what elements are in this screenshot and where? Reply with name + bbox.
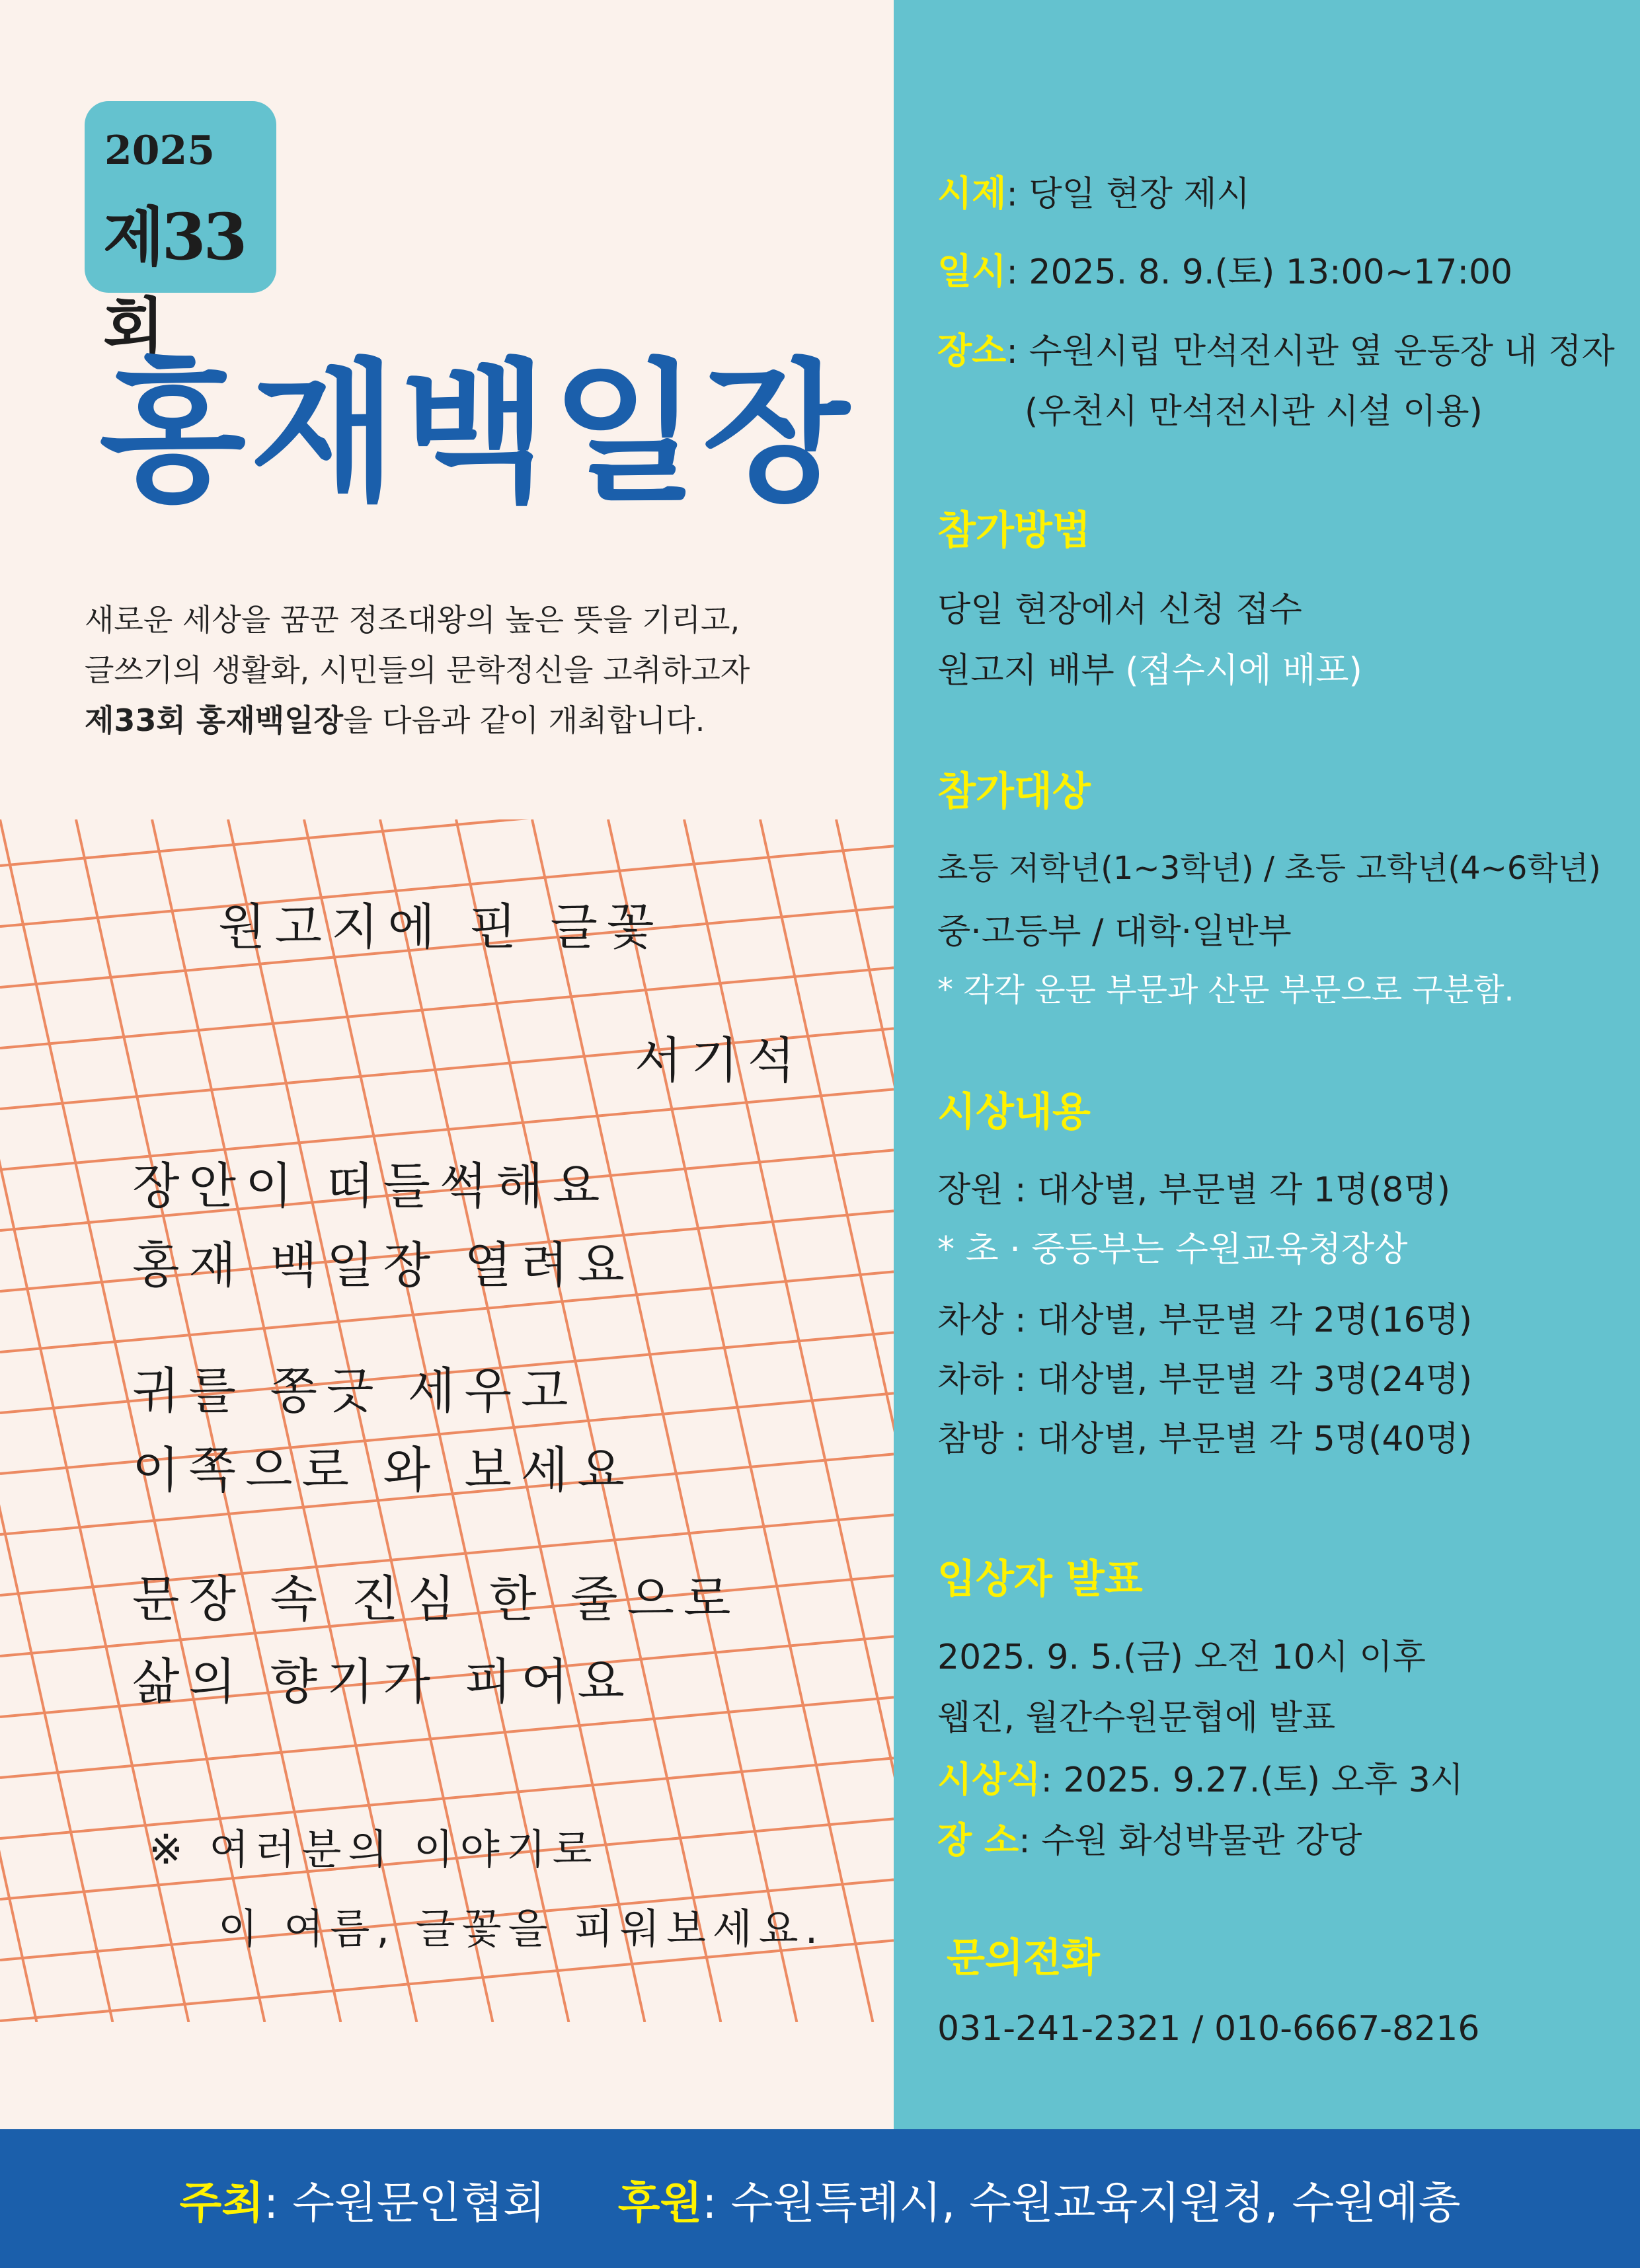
info-date-label: 일시 bbox=[937, 250, 1007, 292]
venue-label: 장 소 bbox=[937, 1819, 1019, 1861]
manuscript-paper bbox=[0, 819, 894, 2022]
eligibility-note: * 각각 운문 부문과 산문 부문으로 구분함. bbox=[937, 971, 1514, 1008]
sponsor-label: 후원 bbox=[617, 2177, 703, 2228]
announcement-heading: 입상자 발표 bbox=[937, 1556, 1143, 1603]
sponsor-names: : 수원특례시, 수원교육지원청, 수원예총 bbox=[702, 2177, 1461, 2228]
host-label: 주최 bbox=[179, 2177, 264, 2228]
award-first-note: * 초 · 중등부는 수원교육청장상 bbox=[937, 1230, 1408, 1269]
host-name: : 수원문인협회 bbox=[264, 2177, 545, 2228]
participation-line-2-note: (접수시에 배포) bbox=[1125, 651, 1362, 691]
award-first: 장원 : 대상별, 부문별 각 1명(8명) bbox=[937, 1170, 1450, 1210]
awards-heading: 시상내용 bbox=[937, 1089, 1091, 1135]
award-second: 차상 : 대상별, 부문별 각 2명(16명) bbox=[937, 1301, 1473, 1340]
venue-value: : 수원 화성박물관 강당 bbox=[1019, 1821, 1362, 1861]
participation-heading: 참가방법 bbox=[937, 508, 1091, 554]
grid-line-vertical bbox=[0, 819, 36, 2022]
award-fourth: 참방 : 대상별, 부문별 각 5명(40명) bbox=[937, 1419, 1473, 1459]
right-panel bbox=[894, 0, 1640, 2129]
footer-organizers bbox=[0, 2129, 1640, 2268]
poem-note-line1: ※ 여러분의 이야기로 bbox=[149, 1825, 599, 1873]
edition-year: 2025 bbox=[104, 128, 215, 174]
intro-line-3 bbox=[85, 695, 865, 745]
intro-event-name: 제33회 홍재백일장 bbox=[85, 702, 344, 738]
intro-text bbox=[85, 595, 865, 745]
info-place-sub: (우천시 만석전시관 시설 이용) bbox=[1025, 392, 1483, 432]
contact-heading: 문의전화 bbox=[947, 1935, 1100, 1981]
poem-stanza3-line1: 문장 속 진심 한 줄으로 bbox=[132, 1571, 740, 1628]
poem-stanza3-line2: 삶의 향기가 피어요 bbox=[132, 1653, 634, 1710]
intro-line-1: 새로운 세상을 꿈꾼 정조대왕의 높은 뜻을 기리고, bbox=[85, 602, 740, 638]
info-place-label: 장소 bbox=[937, 330, 1007, 371]
ceremony-label: 시상식 bbox=[937, 1758, 1041, 1800]
eligibility-line-2: 중·고등부 / 대학·일반부 bbox=[937, 912, 1292, 952]
grid-line-vertical bbox=[684, 819, 894, 2022]
poem-stanza2-line1: 귀를 쫑긋 세우고 bbox=[132, 1363, 578, 1419]
info-topic bbox=[937, 165, 1250, 216]
poem-stanza2-line2: 이쪽으로 와 보세요 bbox=[132, 1442, 634, 1499]
info-topic-label: 시제 bbox=[937, 172, 1007, 214]
participation-line-2 bbox=[937, 642, 1362, 692]
intro-line-2: 글쓰기의 생활화, 시민들의 문학정신을 고취하고자 bbox=[85, 652, 750, 688]
poem-title: 원고지에 핀 글꽃 bbox=[218, 899, 664, 956]
announcement-channel: 웹진, 월간수원문협에 발표 bbox=[937, 1698, 1336, 1738]
info-topic-value: : 당일 현장 제시 bbox=[1006, 174, 1250, 214]
eligibility-heading: 참가대상 bbox=[937, 769, 1091, 815]
info-place-value: : 수원시립 만석전시관 옆 운동장 내 정자 bbox=[1006, 332, 1615, 371]
edition-number: 제33회 bbox=[103, 200, 245, 365]
ceremony-info bbox=[937, 1751, 1464, 1802]
edition-badge bbox=[85, 101, 276, 365]
grid-line-vertical bbox=[760, 819, 894, 2022]
announcement-date: 2025. 9. 5.(금) 오전 10시 이후 bbox=[937, 1638, 1426, 1677]
info-date bbox=[937, 243, 1512, 294]
eligibility-line-1: 초등 저학년(1~3학년) / 초등 고학년(4~6학년) bbox=[937, 850, 1601, 887]
event-title: 홍재백일장 bbox=[99, 346, 853, 522]
poem-stanza1-line1: 장안이 떠들썩해요 bbox=[132, 1158, 609, 1215]
info-place bbox=[937, 322, 1615, 373]
contact-phones: 031-241-2321 / 010-6667-8216 bbox=[937, 2009, 1480, 2049]
intro-line-3-rest: 을 다음과 같이 개최합니다. bbox=[343, 702, 705, 738]
poem-author: 서기석 bbox=[635, 1032, 804, 1089]
ceremony-value: : 2025. 9.27.(토) 오후 3시 bbox=[1040, 1760, 1464, 1800]
poem-stanza1-line2: 홍재 백일장 열려요 bbox=[132, 1237, 634, 1294]
grid-line-vertical bbox=[836, 819, 894, 2022]
award-third: 차하 : 대상별, 부문별 각 3명(24명) bbox=[937, 1360, 1473, 1400]
poem-note-line2: 이 여름, 글꽃을 피워보세요. bbox=[218, 1905, 825, 1953]
participation-line-1: 당일 현장에서 신청 접수 bbox=[937, 590, 1302, 630]
info-date-value: : 2025. 8. 9.(토) 13:00~17:00 bbox=[1006, 252, 1513, 292]
venue-info bbox=[937, 1812, 1362, 1863]
participation-line-2-main: 원고지 배부 bbox=[937, 651, 1114, 691]
